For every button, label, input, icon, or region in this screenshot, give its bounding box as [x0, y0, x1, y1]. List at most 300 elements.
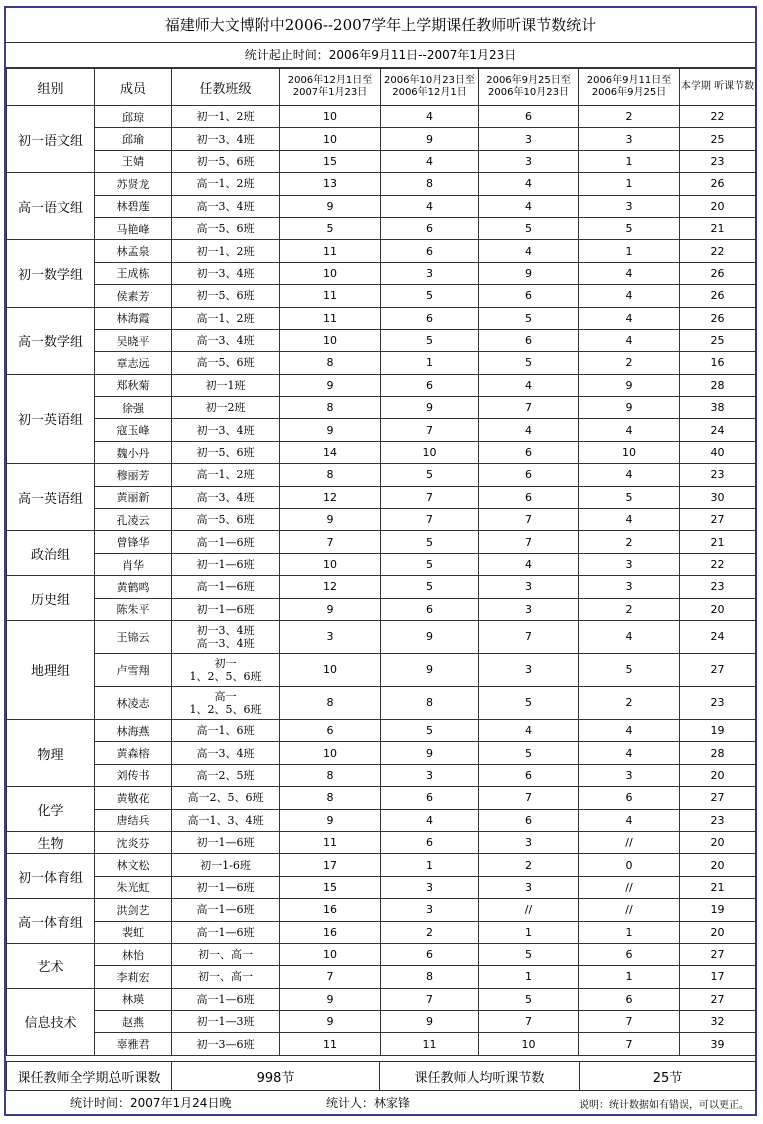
total-cell: 27	[680, 943, 756, 965]
period-4-cell: 2	[579, 686, 680, 719]
period-3-cell: 6	[479, 441, 579, 463]
classes-cell: 高一1—6班	[172, 576, 280, 598]
summary-table	[6, 1061, 756, 1091]
member-cell: 徐强	[95, 397, 172, 419]
classes-cell: 初一3、4班	[172, 262, 280, 284]
member-cell: 沈炎芬	[95, 831, 172, 853]
period-3-cell: 4	[479, 374, 579, 396]
period-2-cell: 6	[381, 307, 479, 329]
period-1-cell: 12	[280, 576, 381, 598]
member-cell: 孔凌云	[95, 509, 172, 531]
period-1-cell: 11	[280, 1033, 381, 1055]
total-lessons-value: 998节	[172, 1062, 380, 1091]
period-4-cell: 7	[579, 1033, 680, 1055]
classes-cell: 初一1—3班	[172, 1011, 280, 1033]
total-cell: 25	[680, 329, 756, 351]
period-1-cell: 10	[280, 128, 381, 150]
total-cell: 30	[680, 486, 756, 508]
table-row	[7, 441, 756, 463]
table-row	[7, 240, 756, 262]
classes-cell: 高一1、2班	[172, 464, 280, 486]
member-cell: 唐结兵	[95, 809, 172, 831]
member-cell: 魏小丹	[95, 441, 172, 463]
member-cell: 林怡	[95, 943, 172, 965]
period-1-cell: 8	[280, 764, 381, 786]
period-4-cell: 4	[579, 262, 680, 284]
member-cell: 林海霞	[95, 307, 172, 329]
period-4-cell: 4	[579, 464, 680, 486]
period-3-cell: 4	[479, 719, 579, 741]
header-group: 组别	[7, 69, 95, 106]
period-4-cell: //	[579, 831, 680, 853]
member-cell: 苏贤龙	[95, 173, 172, 195]
classes-cell: 初一1班	[172, 374, 280, 396]
total-cell: 19	[680, 899, 756, 921]
table-row	[7, 128, 756, 150]
total-cell: 26	[680, 307, 756, 329]
table-row	[7, 486, 756, 508]
classes-cell: 初一1-6班	[172, 854, 280, 876]
member-cell: 侯素芳	[95, 285, 172, 307]
period-2-cell: 7	[381, 486, 479, 508]
total-cell: 32	[680, 1011, 756, 1033]
period-2-cell: 8	[381, 173, 479, 195]
total-cell: 24	[680, 419, 756, 441]
member-cell: 裴虹	[95, 921, 172, 943]
period-4-cell: 1	[579, 173, 680, 195]
total-cell: 22	[680, 553, 756, 575]
period-4-cell: 1	[579, 150, 680, 172]
period-4-cell: //	[579, 876, 680, 898]
member-cell: 洪剑艺	[95, 899, 172, 921]
period-2-cell: 8	[381, 966, 479, 988]
period-3-cell: 4	[479, 553, 579, 575]
period-1-cell: 10	[280, 742, 381, 764]
period-4-cell: 5	[579, 486, 680, 508]
group-name-cell: 高一体育组	[7, 899, 95, 944]
period-2-cell: 9	[381, 620, 479, 653]
period-1-cell: 9	[280, 1011, 381, 1033]
period-3-cell: 6	[479, 106, 579, 128]
total-cell: 22	[680, 106, 756, 128]
table-row	[7, 988, 756, 1010]
period-2-cell: 5	[381, 285, 479, 307]
period-1-cell: 9	[280, 419, 381, 441]
total-lessons-label: 课任教师全学期总听课数	[7, 1062, 172, 1091]
total-cell: 20	[680, 764, 756, 786]
period-4-cell: 6	[579, 988, 680, 1010]
footer-author: 统计人：林家锋	[326, 1096, 411, 1110]
total-cell: 17	[680, 966, 756, 988]
classes-cell: 高一3、4班	[172, 329, 280, 351]
period-3-cell: 5	[479, 988, 579, 1010]
classes-cell: 高一1—6班	[172, 531, 280, 553]
period-3-cell: 7	[479, 397, 579, 419]
period-2-cell: 6	[381, 943, 479, 965]
classes-cell: 高一1、3、4班	[172, 809, 280, 831]
classes-cell: 高一1—6班	[172, 921, 280, 943]
classes-cell: 初一3、4班	[172, 128, 280, 150]
table-row	[7, 742, 756, 764]
period-4-cell: 4	[579, 742, 680, 764]
classes-cell: 初一2班	[172, 397, 280, 419]
total-cell: 23	[680, 576, 756, 598]
period-1-cell: 9	[280, 195, 381, 217]
period-1-cell: 10	[280, 943, 381, 965]
total-cell: 26	[680, 262, 756, 284]
period-4-cell: 9	[579, 374, 680, 396]
classes-cell: 高一3、4班	[172, 195, 280, 217]
period-1-cell: 7	[280, 966, 381, 988]
classes-cell: 初一1—6班	[172, 553, 280, 575]
classes-cell: 高一5、6班	[172, 352, 280, 374]
period-4-cell: 4	[579, 620, 680, 653]
period-text: 统计起止时间：2006年9月11日--2007年1月23日	[6, 43, 755, 68]
period-2-cell: 5	[381, 464, 479, 486]
classes-cell: 高一1、2班	[172, 307, 280, 329]
period-2-cell: 3	[381, 764, 479, 786]
header-total: 本学期 听课节数	[680, 69, 756, 106]
period-1-cell: 8	[280, 397, 381, 419]
member-cell: 王成栋	[95, 262, 172, 284]
header-classes: 任教班级	[172, 69, 280, 106]
header-member: 成员	[95, 69, 172, 106]
member-cell: 吴晓平	[95, 329, 172, 351]
period-3-cell: 7	[479, 509, 579, 531]
period-2-cell: 5	[381, 531, 479, 553]
period-4-cell: 4	[579, 719, 680, 741]
period-1-cell: 13	[280, 173, 381, 195]
statistics-sheet	[4, 6, 757, 1116]
total-cell: 16	[680, 352, 756, 374]
table-row	[7, 374, 756, 396]
table-row	[7, 307, 756, 329]
period-4-cell: 2	[579, 106, 680, 128]
period-2-cell: 6	[381, 240, 479, 262]
classes-cell: 初一1、2班	[172, 240, 280, 262]
period-1-cell: 14	[280, 441, 381, 463]
period-1-cell: 8	[280, 686, 381, 719]
table-row	[7, 352, 756, 374]
period-2-cell: 5	[381, 719, 479, 741]
classes-cell: 高一2、5、6班	[172, 787, 280, 809]
classes-cell: 初一3、4班 高一3、4班	[172, 620, 280, 653]
total-cell: 20	[680, 921, 756, 943]
period-3-cell: 5	[479, 686, 579, 719]
period-2-cell: 6	[381, 831, 479, 853]
classes-cell: 初一、高一	[172, 966, 280, 988]
member-cell: 马艳峰	[95, 217, 172, 239]
table-row	[7, 653, 756, 686]
period-1-cell: 9	[280, 809, 381, 831]
total-cell: 22	[680, 240, 756, 262]
period-4-cell: 10	[579, 441, 680, 463]
period-4-cell: 3	[579, 128, 680, 150]
total-cell: 28	[680, 374, 756, 396]
table-row	[7, 509, 756, 531]
total-cell: 21	[680, 531, 756, 553]
group-name-cell: 初一体育组	[7, 854, 95, 899]
period-4-cell: 3	[579, 764, 680, 786]
period-3-cell: 6	[479, 809, 579, 831]
period-3-cell: 3	[479, 598, 579, 620]
total-cell: 23	[680, 686, 756, 719]
member-cell: 肖华	[95, 553, 172, 575]
group-name-cell: 高一数学组	[7, 307, 95, 374]
group-name-cell: 信息技术	[7, 988, 95, 1055]
member-cell: 林瑛	[95, 988, 172, 1010]
period-2-cell: 5	[381, 576, 479, 598]
period-4-cell: 5	[579, 653, 680, 686]
member-cell: 章志远	[95, 352, 172, 374]
member-cell: 林孟泉	[95, 240, 172, 262]
period-2-cell: 3	[381, 899, 479, 921]
classes-cell: 高一2、5班	[172, 764, 280, 786]
total-cell: 20	[680, 598, 756, 620]
header-period-1: 2006年12月1日至 2007年1月23日	[280, 69, 381, 106]
group-name-cell: 地理组	[7, 620, 95, 719]
period-2-cell: 7	[381, 419, 479, 441]
period-4-cell: 7	[579, 1011, 680, 1033]
table-row	[7, 719, 756, 741]
period-2-cell: 4	[381, 150, 479, 172]
period-1-cell: 11	[280, 307, 381, 329]
period-1-cell: 9	[280, 598, 381, 620]
period-4-cell: 5	[579, 217, 680, 239]
member-cell: 赵燕	[95, 1011, 172, 1033]
period-1-cell: 11	[280, 831, 381, 853]
member-cell: 邱瑜	[95, 128, 172, 150]
table-row	[7, 809, 756, 831]
period-2-cell: 9	[381, 742, 479, 764]
period-4-cell: 4	[579, 419, 680, 441]
classes-cell: 高一1、2班	[172, 173, 280, 195]
period-2-cell: 3	[381, 262, 479, 284]
member-cell: 卢雪翔	[95, 653, 172, 686]
period-2-cell: 7	[381, 509, 479, 531]
period-4-cell: 3	[579, 553, 680, 575]
period-4-cell: 4	[579, 509, 680, 531]
period-4-cell: 9	[579, 397, 680, 419]
period-4-cell: 2	[579, 352, 680, 374]
period-4-cell: 4	[579, 809, 680, 831]
table-row	[7, 876, 756, 898]
period-3-cell: 6	[479, 285, 579, 307]
stats-table	[6, 68, 756, 1056]
period-4-cell: 4	[579, 307, 680, 329]
period-3-cell: 5	[479, 352, 579, 374]
period-1-cell: 10	[280, 262, 381, 284]
group-name-cell: 生物	[7, 831, 95, 853]
classes-cell: 初一1—6班	[172, 598, 280, 620]
classes-cell: 高一5、6班	[172, 509, 280, 531]
period-2-cell: 6	[381, 374, 479, 396]
period-3-cell: 6	[479, 764, 579, 786]
period-1-cell: 5	[280, 217, 381, 239]
classes-cell: 初一 1、2、5、6班	[172, 653, 280, 686]
classes-cell: 初一、高一	[172, 943, 280, 965]
period-3-cell: 4	[479, 195, 579, 217]
member-cell: 郑秋菊	[95, 374, 172, 396]
classes-cell: 高一3、4班	[172, 486, 280, 508]
period-3-cell: 7	[479, 620, 579, 653]
group-name-cell: 政治组	[7, 531, 95, 576]
total-cell: 26	[680, 285, 756, 307]
period-1-cell: 11	[280, 285, 381, 307]
period-2-cell: 9	[381, 653, 479, 686]
period-2-cell: 7	[381, 988, 479, 1010]
period-3-cell: 4	[479, 240, 579, 262]
member-cell: 林海燕	[95, 719, 172, 741]
group-name-cell: 高一英语组	[7, 464, 95, 531]
period-3-cell: 2	[479, 854, 579, 876]
period-2-cell: 6	[381, 787, 479, 809]
period-1-cell: 12	[280, 486, 381, 508]
table-row	[7, 921, 756, 943]
total-cell: 21	[680, 217, 756, 239]
period-1-cell: 7	[280, 531, 381, 553]
period-2-cell: 4	[381, 809, 479, 831]
table-row	[7, 531, 756, 553]
period-3-cell: 4	[479, 419, 579, 441]
group-name-cell: 历史组	[7, 576, 95, 621]
member-cell: 邱琼	[95, 106, 172, 128]
period-3-cell: //	[479, 899, 579, 921]
total-cell: 24	[680, 620, 756, 653]
classes-cell: 高一 1、2、5、6班	[172, 686, 280, 719]
footer	[6, 1090, 755, 1114]
period-2-cell: 9	[381, 128, 479, 150]
table-row	[7, 553, 756, 575]
total-cell: 27	[680, 988, 756, 1010]
period-1-cell: 9	[280, 509, 381, 531]
period-4-cell: 3	[579, 195, 680, 217]
period-3-cell: 3	[479, 128, 579, 150]
total-cell: 19	[680, 719, 756, 741]
footer-time: 统计时间：2007年1月24日晚	[70, 1096, 232, 1110]
total-cell: 27	[680, 787, 756, 809]
period-1-cell: 15	[280, 876, 381, 898]
total-cell: 20	[680, 854, 756, 876]
total-cell: 38	[680, 397, 756, 419]
group-name-cell: 高一语文组	[7, 173, 95, 240]
total-cell: 25	[680, 128, 756, 150]
period-4-cell: 6	[579, 943, 680, 965]
period-3-cell: 3	[479, 876, 579, 898]
table-row	[7, 787, 756, 809]
summary-row	[7, 1062, 756, 1091]
period-3-cell: 3	[479, 576, 579, 598]
period-3-cell: 7	[479, 1011, 579, 1033]
period-3-cell: 6	[479, 329, 579, 351]
period-3-cell: 5	[479, 742, 579, 764]
table-row	[7, 598, 756, 620]
table-row	[7, 173, 756, 195]
group-name-cell: 初一数学组	[7, 240, 95, 307]
total-cell: 39	[680, 1033, 756, 1055]
period-3-cell: 5	[479, 943, 579, 965]
period-3-cell: 5	[479, 217, 579, 239]
period-4-cell: 1	[579, 966, 680, 988]
total-cell: 27	[680, 509, 756, 531]
period-1-cell: 16	[280, 899, 381, 921]
period-2-cell: 10	[381, 441, 479, 463]
member-cell: 辜雅君	[95, 1033, 172, 1055]
period-1-cell: 10	[280, 653, 381, 686]
member-cell: 曾锋华	[95, 531, 172, 553]
period-1-cell: 10	[280, 553, 381, 575]
period-3-cell: 6	[479, 464, 579, 486]
period-4-cell: //	[579, 899, 680, 921]
classes-cell: 初一1、2班	[172, 106, 280, 128]
table-row	[7, 195, 756, 217]
classes-cell: 高一3、4班	[172, 742, 280, 764]
classes-cell: 高一1—6班	[172, 988, 280, 1010]
period-3-cell: 6	[479, 486, 579, 508]
table-row	[7, 831, 756, 853]
period-1-cell: 10	[280, 329, 381, 351]
period-3-cell: 10	[479, 1033, 579, 1055]
classes-cell: 初一3、4班	[172, 419, 280, 441]
period-2-cell: 6	[381, 598, 479, 620]
page-title: 福建师大文博附中2006--2007学年上学期课任教师听课节数统计	[6, 8, 755, 43]
table-row	[7, 764, 756, 786]
table-row	[7, 106, 756, 128]
period-2-cell: 1	[381, 854, 479, 876]
classes-cell: 初一5、6班	[172, 285, 280, 307]
period-3-cell: 1	[479, 921, 579, 943]
period-1-cell: 8	[280, 464, 381, 486]
table-row	[7, 397, 756, 419]
member-cell: 穆丽芳	[95, 464, 172, 486]
header-period-3: 2006年9月25日至 2006年10月23日	[479, 69, 579, 106]
header-period-2: 2006年10月23日至 2006年12月1日	[381, 69, 479, 106]
member-cell: 黄鹤鸣	[95, 576, 172, 598]
table-row	[7, 854, 756, 876]
table-row	[7, 686, 756, 719]
header-period-4: 2006年9月11日至 2006年9月25日	[579, 69, 680, 106]
table-row	[7, 943, 756, 965]
period-1-cell: 11	[280, 240, 381, 262]
period-1-cell: 10	[280, 106, 381, 128]
member-cell: 寇玉峰	[95, 419, 172, 441]
average-lessons-label: 课任教师人均听课节数	[380, 1062, 580, 1091]
period-2-cell: 4	[381, 195, 479, 217]
table-row	[7, 150, 756, 172]
period-1-cell: 17	[280, 854, 381, 876]
total-cell: 28	[680, 742, 756, 764]
group-name-cell: 初一语文组	[7, 106, 95, 173]
total-cell: 20	[680, 195, 756, 217]
total-cell: 20	[680, 831, 756, 853]
period-3-cell: 7	[479, 531, 579, 553]
total-cell: 23	[680, 150, 756, 172]
total-cell: 40	[680, 441, 756, 463]
table-row	[7, 464, 756, 486]
period-3-cell: 5	[479, 307, 579, 329]
period-2-cell: 5	[381, 329, 479, 351]
period-3-cell: 3	[479, 653, 579, 686]
classes-cell: 高一1、6班	[172, 719, 280, 741]
member-cell: 陈朱平	[95, 598, 172, 620]
member-cell: 王婧	[95, 150, 172, 172]
average-lessons-value: 25节	[580, 1062, 756, 1091]
member-cell: 黄敬花	[95, 787, 172, 809]
classes-cell: 初一1—6班	[172, 831, 280, 853]
period-2-cell: 5	[381, 553, 479, 575]
table-row	[7, 285, 756, 307]
table-row	[7, 576, 756, 598]
